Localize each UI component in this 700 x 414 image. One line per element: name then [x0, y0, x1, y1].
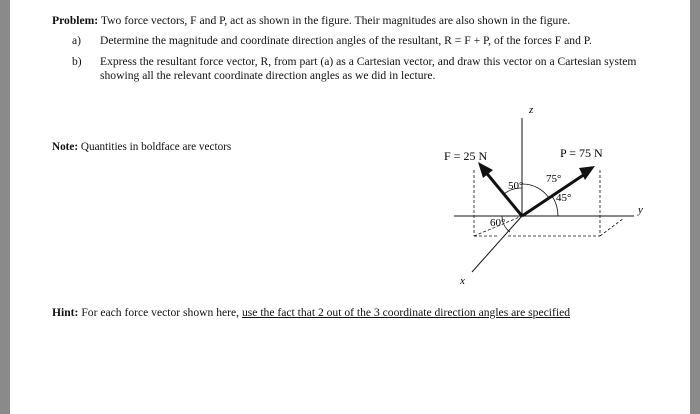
force-p-label: P = 75 N — [560, 146, 603, 160]
hint-underlined-text: use the fact that 2 out of the 3 coordinate direction angles are specified — [241, 306, 571, 319]
angle-75-arc — [522, 184, 549, 198]
problem-text: Two force vectors, F and P, act as shown in the figure. Their magnitudes are also shown in the figure. — [100, 14, 571, 27]
question-a-text: Determine the magnitude and coordinate direction angles of the resultant, R = F + P, of the forces F and P. — [100, 34, 592, 47]
hint-label: Hint: — [52, 306, 79, 319]
force-f-label: F = 25 N — [444, 149, 488, 163]
left-page-border — [0, 0, 10, 414]
x-axis-label: x — [460, 275, 465, 287]
force-vector-diagram — [438, 98, 660, 290]
problem-label: Problem: — [52, 14, 99, 27]
hint — [52, 306, 570, 319]
angle-45-label: 45° — [556, 192, 572, 204]
question-b-label: b) — [72, 55, 82, 68]
z-axis-label: z — [529, 104, 534, 116]
document-page — [10, 0, 690, 414]
question-a-label: a) — [72, 34, 82, 47]
hint-text: For each force vector shown here, — [81, 306, 240, 319]
angle-50-label: 50° — [508, 180, 524, 192]
right-page-border — [690, 0, 700, 414]
force-f-vector — [484, 170, 522, 216]
p-projection-diagonal — [600, 218, 624, 236]
y-axis-label: y — [638, 204, 643, 216]
angle-75-label: 75° — [546, 173, 562, 185]
problem-statement — [52, 14, 672, 28]
question-b-text: Express the resultant force vector, R, from part (a) as a Cartesian vector, and draw this vector on a Cartesian system showing all the relevant coordinate direction angles as we did in lecture. — [100, 55, 637, 82]
note — [52, 141, 231, 153]
note-label: Note: — [52, 141, 79, 153]
force-f-arrowhead — [478, 162, 493, 178]
angle-60-label: 60° — [490, 217, 506, 229]
note-text: Quantities in boldface are vectors — [80, 141, 232, 153]
